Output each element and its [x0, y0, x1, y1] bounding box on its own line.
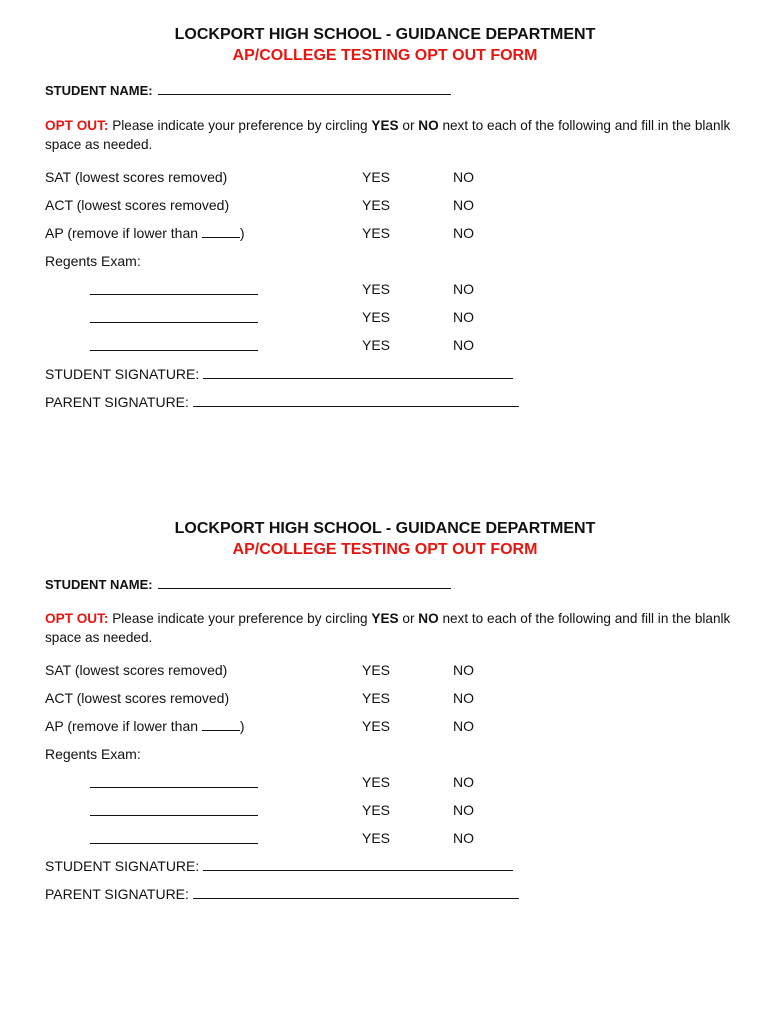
no-option[interactable]: NO	[453, 281, 474, 297]
opt-out-form-1	[0, 22, 770, 442]
test-row-sat	[0, 169, 770, 189]
regents-row	[0, 253, 770, 273]
student-name-field[interactable]	[158, 587, 451, 589]
test-row-ap	[0, 718, 770, 738]
school-title: LOCKPORT HIGH SCHOOL - GUIDANCE DEPARTMENT	[174, 520, 596, 537]
yes-option[interactable]: YES	[362, 337, 391, 353]
student-name-label: STUDENT NAME:	[45, 83, 153, 98]
instructions-or-word: or	[402, 611, 415, 626]
no-option[interactable]: NO	[453, 197, 474, 213]
student-name-row	[45, 83, 451, 98]
instructions-or-word: or	[402, 118, 415, 133]
yes-option[interactable]: YES	[362, 802, 391, 818]
ap-label	[45, 225, 245, 241]
no-option[interactable]: NO	[453, 662, 474, 678]
instructions-yes-word: YES	[371, 611, 399, 626]
yes-option[interactable]: YES	[362, 197, 391, 213]
student-signature-row	[45, 366, 513, 382]
ap-score-field[interactable]	[202, 718, 240, 731]
regents-exam-field[interactable]	[90, 294, 258, 295]
no-option[interactable]: NO	[453, 774, 474, 790]
test-row-act	[0, 690, 770, 710]
instructions-no-word: NO	[418, 611, 439, 626]
yes-option[interactable]: YES	[362, 169, 391, 185]
ap-label-before: AP (remove if lower than	[45, 225, 202, 241]
yes-option[interactable]: YES	[362, 830, 391, 846]
instructions-no-word: NO	[418, 118, 439, 133]
ap-label-before: AP (remove if lower than	[45, 718, 202, 734]
student-name-field[interactable]	[158, 93, 451, 95]
student-name-row	[45, 577, 451, 592]
parent-signature-field[interactable]	[193, 886, 519, 899]
yes-option[interactable]: YES	[362, 281, 391, 297]
test-row-sat	[0, 662, 770, 682]
test-row-ap	[0, 225, 770, 245]
no-option[interactable]: NO	[453, 802, 474, 818]
form-title: AP/COLLEGE TESTING OPT OUT FORM	[232, 541, 538, 558]
test-label: SAT (lowest scores removed)	[45, 169, 228, 185]
regents-exam-row	[0, 802, 770, 822]
test-label: SAT (lowest scores removed)	[45, 662, 228, 678]
regents-exam-row	[0, 830, 770, 850]
yes-option[interactable]: YES	[362, 309, 391, 325]
yes-option[interactable]: YES	[362, 718, 391, 734]
student-signature-label: STUDENT SIGNATURE:	[45, 858, 200, 874]
regents-exam-field[interactable]	[90, 350, 258, 351]
ap-label-after: )	[239, 225, 245, 241]
no-option[interactable]: NO	[453, 309, 474, 325]
form-title: AP/COLLEGE TESTING OPT OUT FORM	[232, 47, 538, 64]
regents-label: Regents Exam:	[45, 746, 141, 762]
ap-label	[45, 718, 245, 734]
parent-signature-row	[45, 394, 519, 410]
test-label: ACT (lowest scores removed)	[45, 197, 230, 213]
yes-option[interactable]: YES	[362, 225, 391, 241]
ap-score-field[interactable]	[202, 225, 240, 238]
student-signature-field[interactable]	[203, 366, 513, 379]
regents-exam-row	[0, 774, 770, 794]
regents-row	[0, 746, 770, 766]
test-label: ACT (lowest scores removed)	[45, 690, 230, 706]
instructions-text-1: Please indicate your preference by circling	[112, 611, 368, 626]
school-title: LOCKPORT HIGH SCHOOL - GUIDANCE DEPARTMENT	[174, 26, 596, 43]
parent-signature-row	[45, 886, 519, 902]
yes-option[interactable]: YES	[362, 662, 391, 678]
regents-exam-row	[0, 281, 770, 301]
regents-exam-field[interactable]	[90, 815, 258, 816]
student-signature-field[interactable]	[203, 858, 513, 871]
regents-exam-field[interactable]	[90, 322, 258, 323]
no-option[interactable]: NO	[453, 169, 474, 185]
no-option[interactable]: NO	[453, 718, 474, 734]
ap-label-after: )	[239, 718, 245, 734]
opt-out-label: OPT OUT:	[45, 611, 109, 626]
regents-exam-row	[0, 337, 770, 357]
instructions-text-2: next to each of the following and fill in the blanlk space as needed.	[45, 611, 731, 645]
instructions-text-1: Please indicate your preference by circling	[112, 118, 368, 133]
parent-signature-field[interactable]	[193, 394, 519, 407]
student-signature-label: STUDENT SIGNATURE:	[45, 366, 200, 382]
no-option[interactable]: NO	[453, 690, 474, 706]
yes-option[interactable]: YES	[362, 774, 391, 790]
regents-exam-field[interactable]	[90, 787, 258, 788]
opt-out-form-2	[0, 516, 770, 936]
instructions	[45, 116, 735, 154]
yes-option[interactable]: YES	[362, 690, 391, 706]
no-option[interactable]: NO	[453, 225, 474, 241]
regents-label: Regents Exam:	[45, 253, 141, 269]
student-signature-row	[45, 858, 513, 874]
no-option[interactable]: NO	[453, 337, 474, 353]
test-row-act	[0, 197, 770, 217]
regents-exam-row	[0, 309, 770, 329]
instructions-yes-word: YES	[371, 118, 399, 133]
student-name-label: STUDENT NAME:	[45, 577, 153, 592]
opt-out-label: OPT OUT:	[45, 118, 109, 133]
instructions-text-2: next to each of the following and fill in the blanlk space as needed.	[45, 118, 731, 152]
instructions	[45, 609, 735, 647]
regents-exam-field[interactable]	[90, 843, 258, 844]
parent-signature-label: PARENT SIGNATURE:	[45, 394, 189, 410]
parent-signature-label: PARENT SIGNATURE:	[45, 886, 189, 902]
no-option[interactable]: NO	[453, 830, 474, 846]
